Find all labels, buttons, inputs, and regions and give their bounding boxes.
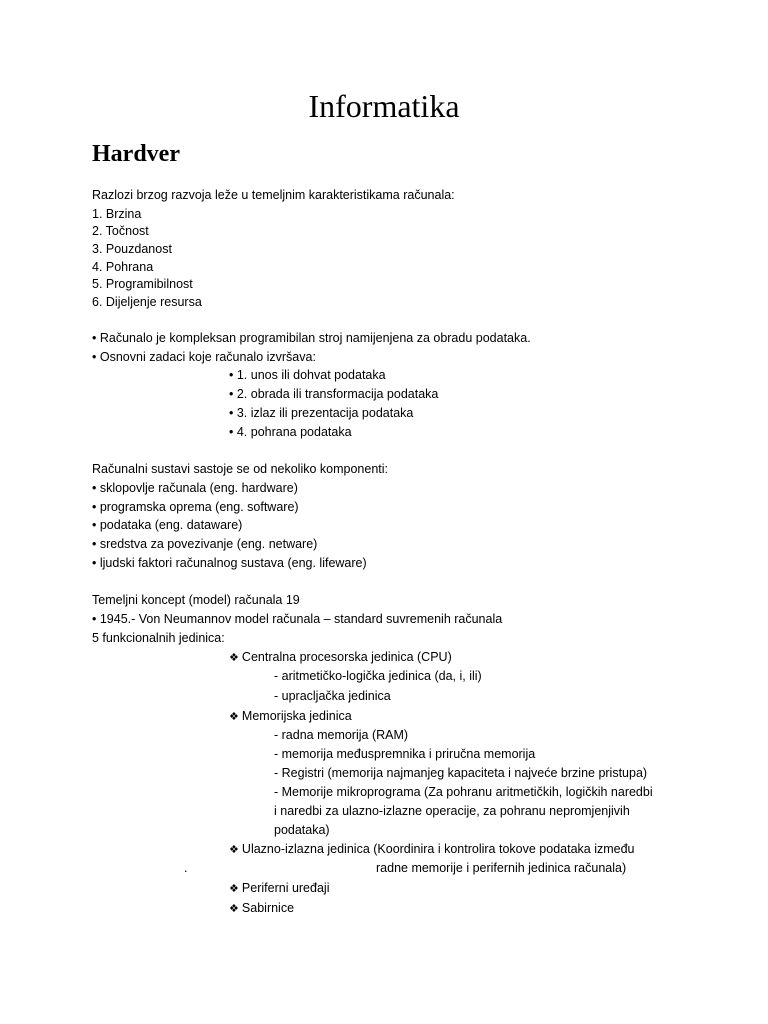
list-item: 1. Brzina xyxy=(92,207,142,221)
concept-title: Temeljni koncept (model) računala 19 xyxy=(92,593,300,607)
io-continuation: radne memorije i perifernih jedinica računala) xyxy=(376,861,627,875)
component-item: • ljudski faktori računalnog sustava (eng. lifeware) xyxy=(92,554,367,573)
components-intro: Računalni sustavi sastoje se od nekoliko komponenti: xyxy=(92,462,389,476)
tasks-intro: • Osnovni zadaci koje računalo izvršava: xyxy=(92,348,316,367)
component-item: • programska oprema (eng. software) xyxy=(92,498,299,517)
unit-io: ❖ Ulazno-izlazna jedinica (Koordinira i kontrolira tokove podataka između xyxy=(229,840,635,860)
definition-text: • Računalo je kompleksan programibilan stroj namijenjena za obradu podataka. xyxy=(92,329,531,348)
component-item: • podataka (eng. dataware) xyxy=(92,516,242,535)
memory-sub-item: - radna memorija (RAM) xyxy=(274,728,409,742)
stray-dot: . xyxy=(184,861,188,875)
unit-memory: ❖ Memorijska jedinica xyxy=(229,707,352,727)
units-intro: 5 funkcionalnih jedinica: xyxy=(92,631,225,645)
section-heading: Hardver xyxy=(92,141,180,167)
task-item: • 4. pohrana podataka xyxy=(229,423,352,442)
list-item: 4. Pohrana xyxy=(92,260,154,274)
unit-peripheral: ❖ Periferni uređaji xyxy=(229,879,329,899)
list-item: 3. Pouzdanost xyxy=(92,242,172,256)
unit-cpu: ❖ Centralna procesorska jedinica (CPU) xyxy=(229,648,452,668)
memory-sub-item: i naredbi za ulazno-izlazne operacije, za pohranu nepromjenjivih xyxy=(274,804,630,818)
memory-sub-item: - Registri (memorija najmanjeg kapaciteta i najveće brzine pristupa) xyxy=(274,766,648,780)
list-item: 2. Točnost xyxy=(92,224,149,238)
memory-sub-item: - memorija međuspremnika i priručna memorija xyxy=(274,747,536,761)
task-item: • 3. izlaz ili prezentacija podataka xyxy=(229,404,413,423)
cpu-sub-item: - upracljačka jedinica xyxy=(274,689,391,703)
component-item: • sredstva za povezivanje (eng. netware) xyxy=(92,535,317,554)
intro-text: Razlozi brzog razvoja leže u temeljnim karakteristikama računala: xyxy=(92,188,455,202)
list-item: 5. Programibilnost xyxy=(92,277,193,291)
unit-buses: ❖ Sabirnice xyxy=(229,899,294,919)
cpu-sub-item: - aritmetičko-logička jedinica (da, i, ili) xyxy=(274,669,482,683)
list-item: 6. Dijeljenje resursa xyxy=(92,295,202,309)
component-item: • sklopovlje računala (eng. hardware) xyxy=(92,479,298,498)
task-item: • 2. obrada ili transformacija podataka xyxy=(229,385,438,404)
page-title: Informatika xyxy=(308,88,460,124)
von-neumann-text: • 1945.- Von Neumannov model računala – standard suvremenih računala xyxy=(92,610,502,629)
memory-sub-item: podataka) xyxy=(274,823,330,837)
task-item: • 1. unos ili dohvat podataka xyxy=(229,366,386,385)
memory-sub-item: - Memorije mikroprograma (Za pohranu aritmetičkih, logičkih naredbi xyxy=(274,785,653,799)
